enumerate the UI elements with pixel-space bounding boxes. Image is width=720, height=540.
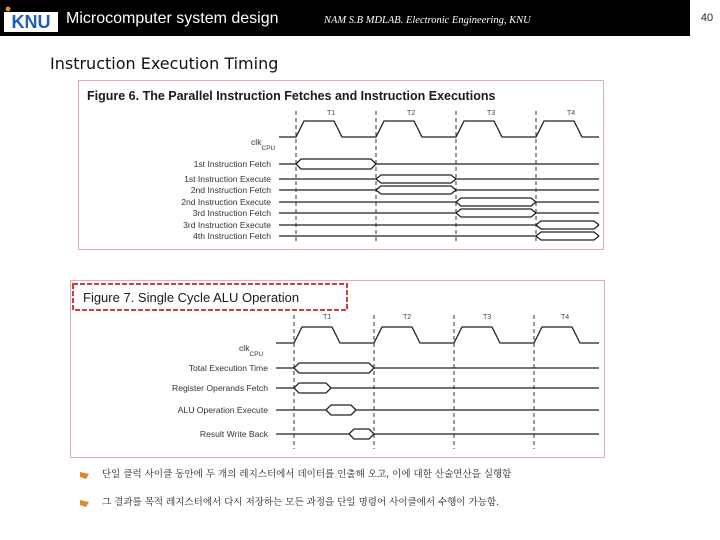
- fig6-clock-label: clk$_{CPU}$: [251, 137, 276, 152]
- fig7-wave-write-back: [276, 429, 599, 439]
- knu-logo: [4, 6, 58, 32]
- fig6-wave-exec1: [279, 175, 599, 183]
- section-title: Instruction Execution Timing: [50, 54, 279, 73]
- fig7-period-t1: T1: [323, 314, 332, 321]
- header-bar: [0, 0, 690, 36]
- bullet-text: 단일 클럭 사이클 동안에 두 개의 레지스터에서 데이터를 인출해 오고, 이에 대한 산술연산을 실행함: [102, 469, 512, 480]
- fig6-signal-label: 1st Instruction Fetch: [193, 159, 271, 169]
- figure-6-diagram: [79, 81, 605, 251]
- bullet-icon: [80, 500, 89, 507]
- fig7-clock-waveform: [276, 327, 599, 343]
- figure-7-diagram: [71, 281, 606, 459]
- fig7-clock-label: clk$_{CPU}$: [239, 343, 264, 358]
- fig6-signal-label: 2nd Instruction Execute: [181, 197, 271, 207]
- fig7-signal-label: ALU Operation Execute: [177, 405, 268, 415]
- fig6-period-t1: T1: [327, 110, 336, 117]
- fig6-signal-label: 3rd Instruction Fetch: [192, 208, 271, 218]
- figure-6-title: Figure 6. The Parallel Instruction Fetches and Instruction Executions: [87, 89, 496, 103]
- figure-7-title: Figure 7. Single Cycle ALU Operation: [83, 290, 300, 305]
- fig6-wave-fetch1: [279, 159, 599, 169]
- bullet-list: [80, 468, 700, 524]
- fig6-signal-label: 3rd Instruction Execute: [183, 220, 271, 230]
- course-title: Microcomputer system design: [66, 10, 279, 27]
- figure-7-panel: [70, 280, 605, 458]
- bullet-text: 그 결과를 목적 레지스터에서 다시 저장하는 모든 과정을 단일 명령어 사이클에서 수행이 가능함.: [102, 497, 500, 508]
- fig7-wave-alu-exec: [276, 405, 599, 415]
- fig6-wave-exec3: [279, 221, 599, 229]
- page-number: 40: [700, 12, 714, 24]
- bullet-item: [80, 468, 700, 496]
- bullet-item: [80, 496, 700, 524]
- fig7-signal-label: Register Operands Fetch: [171, 383, 268, 393]
- fig6-wave-fetch3: [279, 209, 599, 217]
- fig7-wave-total-exec: [276, 363, 599, 373]
- fig7-signal-label: Result Write Back: [199, 429, 268, 439]
- fig7-wave-reg-fetch: [276, 383, 599, 393]
- fig7-period-t4: T4: [561, 314, 570, 321]
- fig7-period-t2: T2: [403, 314, 412, 321]
- bullet-icon: [80, 472, 89, 479]
- fig7-signal-label: Total Execution Time: [188, 363, 268, 373]
- lab-credit: NAM S.B MDLAB. Electronic Engineering, KNU: [324, 15, 531, 26]
- figure-6-panel: [78, 80, 604, 250]
- fig6-wave-fetch2: [279, 186, 599, 194]
- fig7-period-t3: T3: [483, 314, 492, 321]
- fig6-signal-label: 4th Instruction Fetch: [193, 231, 271, 241]
- fig6-period-t4: T4: [567, 110, 576, 117]
- fig6-period-t3: T3: [487, 110, 496, 117]
- fig6-wave-exec2: [279, 198, 599, 206]
- logo-text: KNU: [11, 12, 51, 32]
- fig6-signal-label: 1st Instruction Execute: [184, 174, 271, 184]
- fig6-clock-waveform: [279, 121, 599, 137]
- fig6-wave-fetch4: [279, 232, 599, 240]
- fig6-signal-label: 2nd Instruction Fetch: [190, 185, 271, 195]
- fig6-period-t2: T2: [407, 110, 416, 117]
